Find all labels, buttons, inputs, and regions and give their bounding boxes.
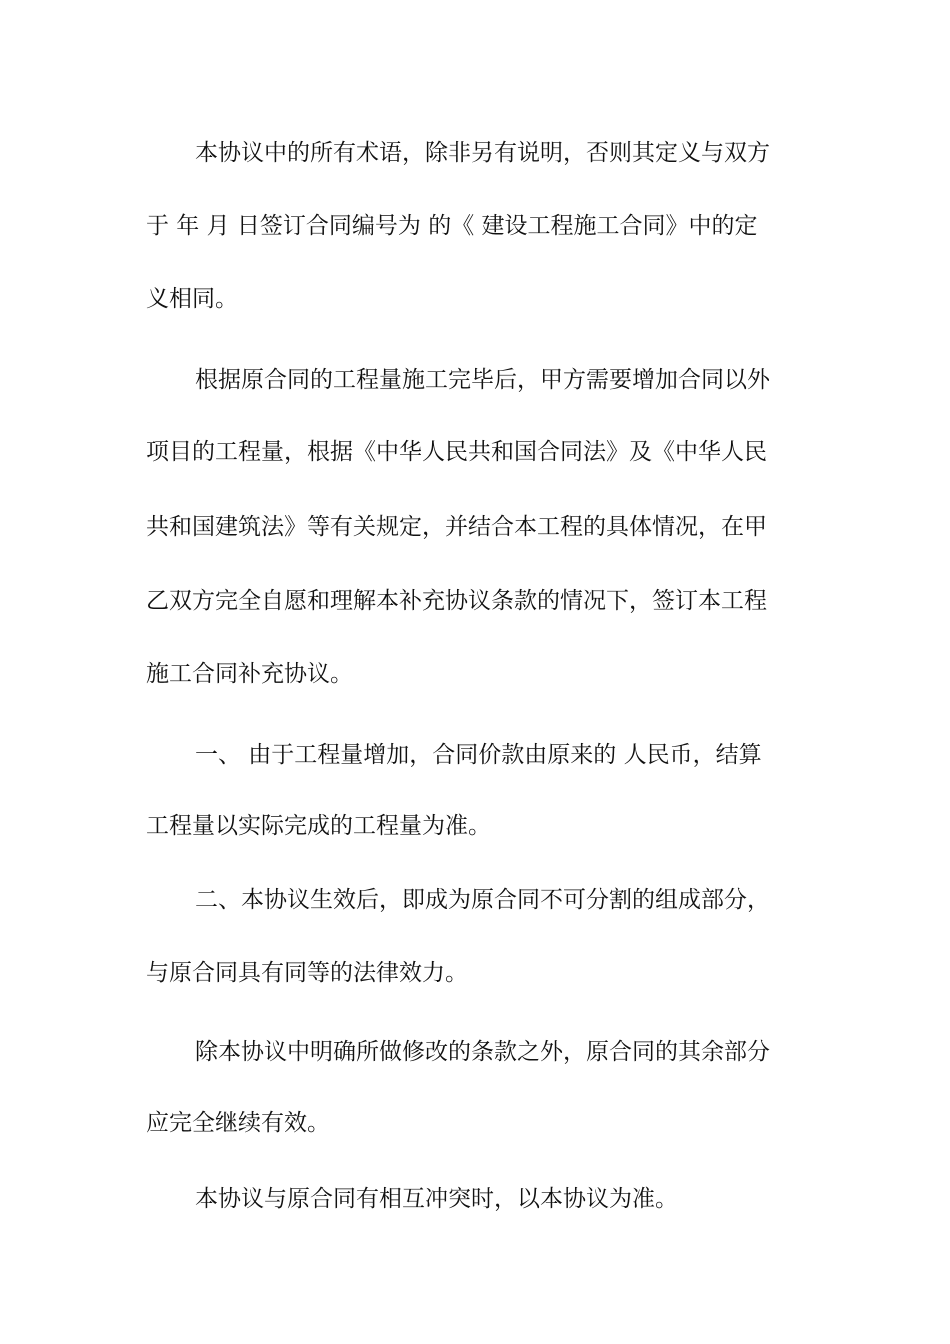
text-line: 本协议与原合同有相互冲突时，以本协议为准。 xyxy=(195,1186,678,1212)
text-line: 共和国建筑法》等有关规定，并结合本工程的具体情况，在甲 xyxy=(146,514,767,540)
text-line: 一、 由于工程量增加，合同价款由原来的 人民币，结算 xyxy=(195,742,762,768)
text-line: 义相同。 xyxy=(146,286,238,312)
text-line: 除本协议中明确所做修改的条款之外，原合同的其余部分 xyxy=(195,1039,770,1065)
text-line: 工程量以实际完成的工程量为准。 xyxy=(146,813,491,839)
text-line: 本协议中的所有术语，除非另有说明，否则其定义与双方 xyxy=(195,140,770,166)
text-line: 乙双方完全自愿和理解本补充协议条款的情况下，签订本工程 xyxy=(146,588,767,614)
text-line: 项目的工程量，根据《中华人民共和国合同法》及《中华人民 xyxy=(146,439,767,465)
text-line: 根据原合同的工程量施工完毕后，甲方需要增加合同以外 xyxy=(195,367,770,393)
text-line: 施工合同补充协议。 xyxy=(146,661,353,687)
text-line: 与原合同具有同等的法律效力。 xyxy=(146,960,468,986)
text-line: 应完全继续有效。 xyxy=(146,1110,330,1136)
text-line: 二、本协议生效后，即成为原合同不可分割的组成部分， xyxy=(195,887,770,913)
text-line: 于 年 月 日签订合同编号为 的《 建设工程施工合同》中的定 xyxy=(146,213,758,239)
